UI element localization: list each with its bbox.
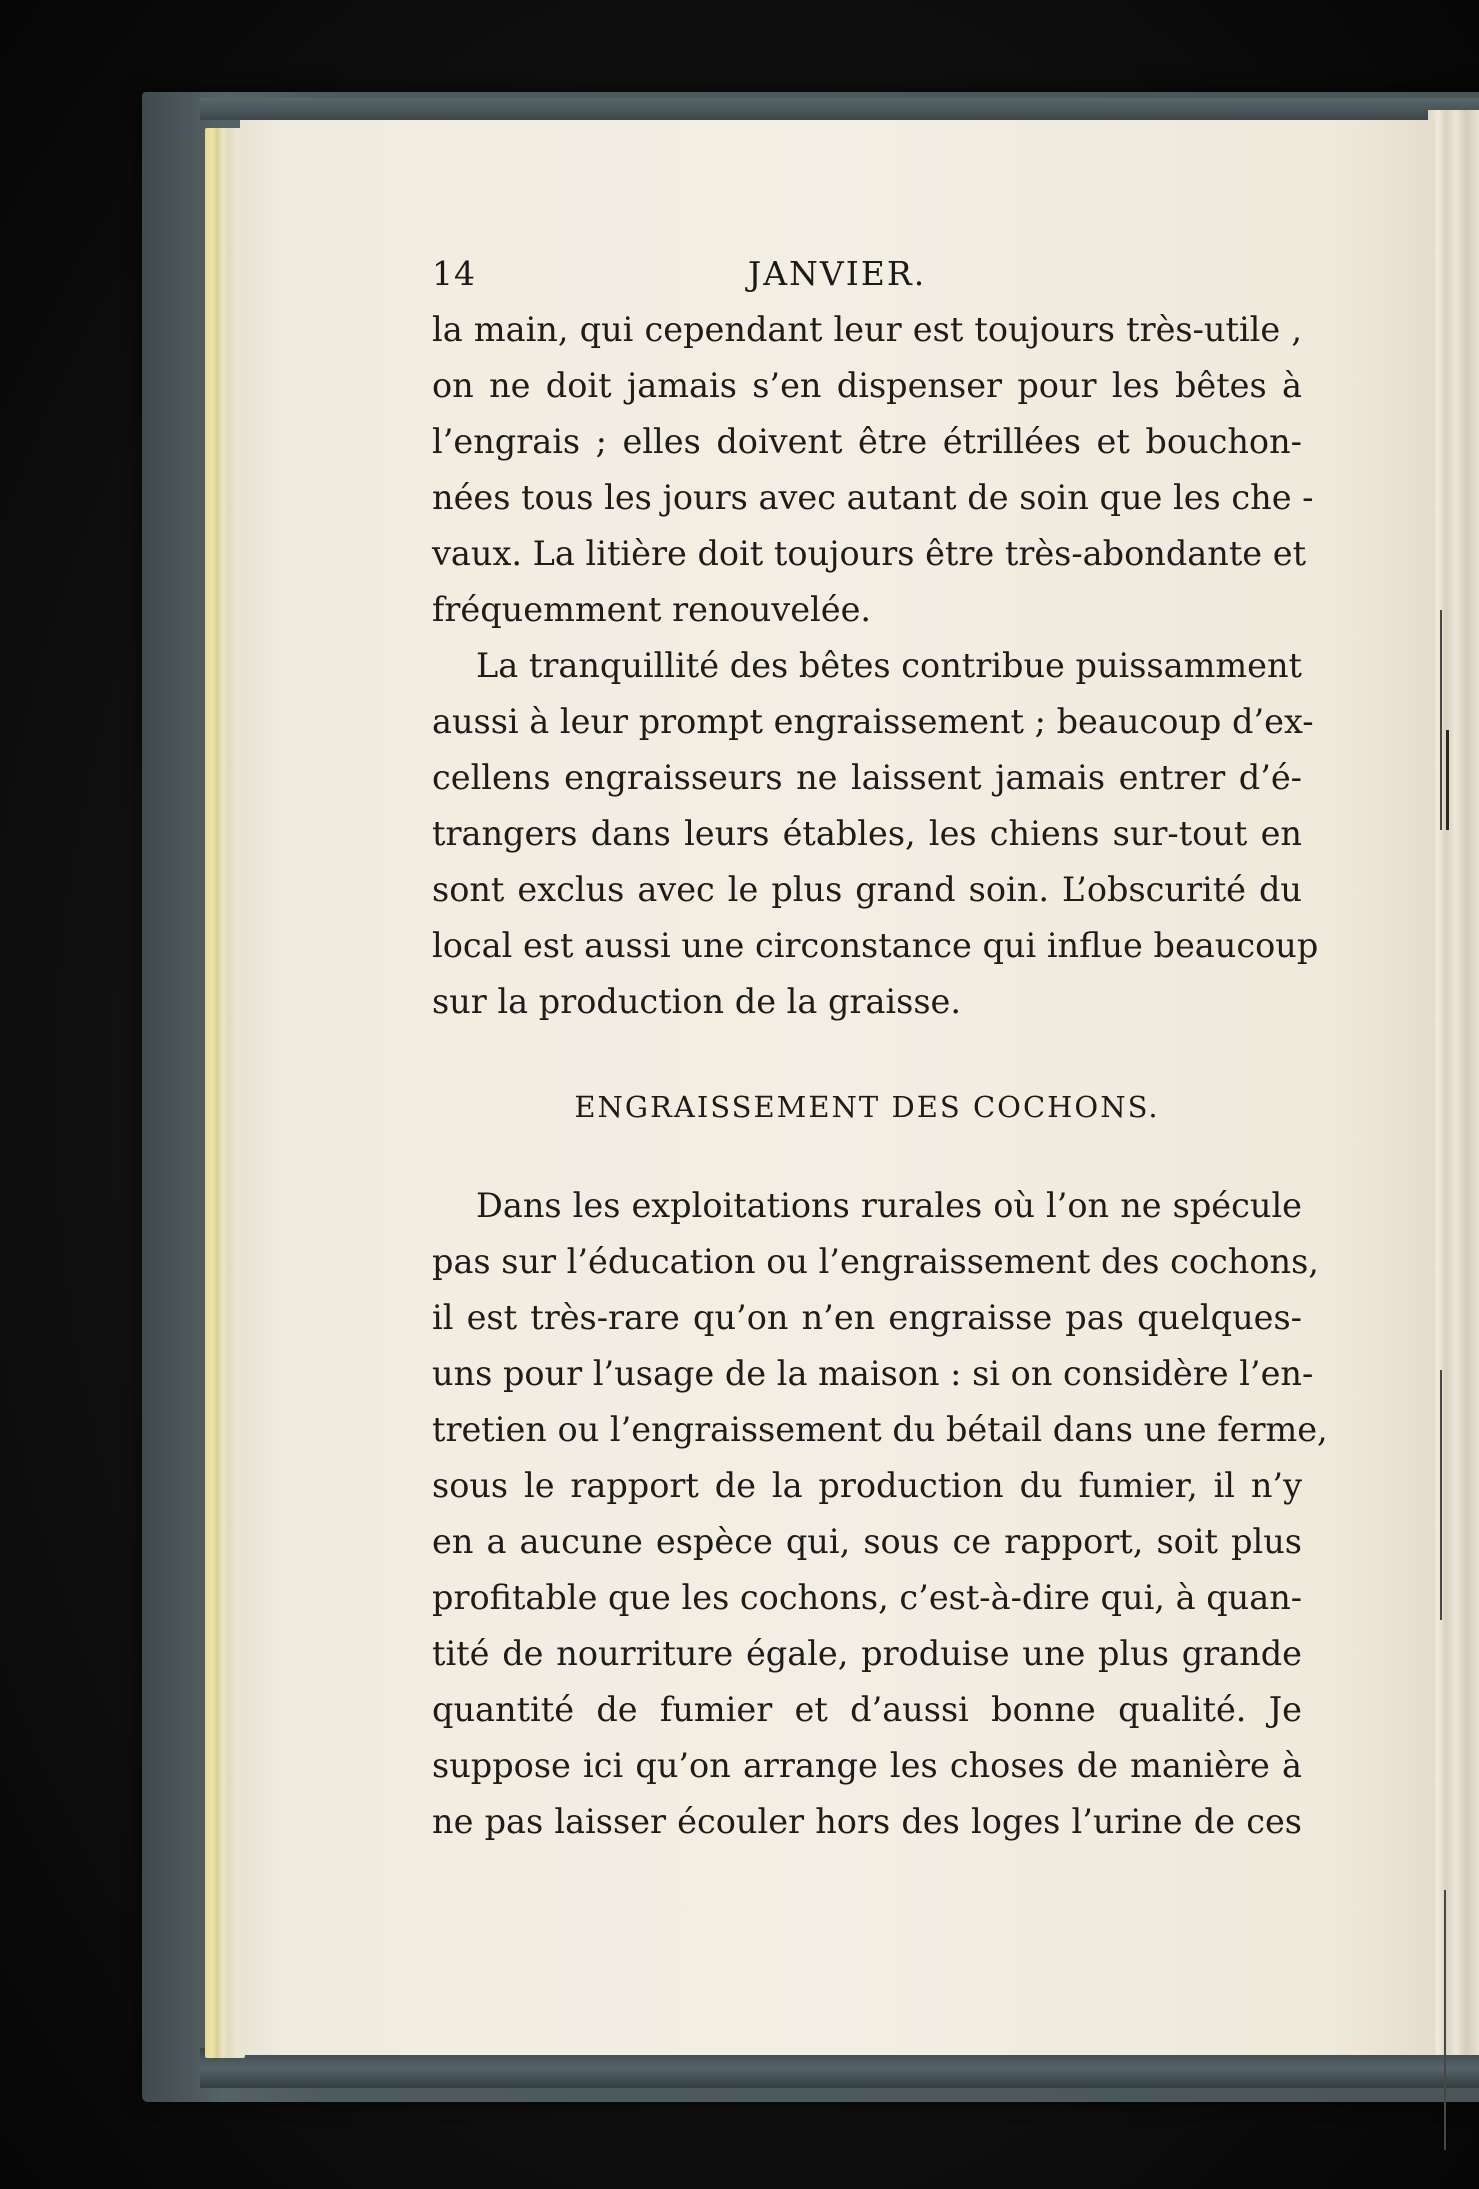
cover-top-edge: [200, 98, 1479, 120]
text-line: La tranquillité des bêtes contribue puissamment: [476, 646, 1302, 685]
page-edge-line: [1440, 610, 1442, 830]
text-line: sous le rapport de la production du fumier, il n’y: [432, 1466, 1302, 1505]
text-line: on ne doit jamais s’en dispenser pour les bêtes à: [432, 366, 1302, 405]
text-line: aussi à leur prompt engraissement ; beaucoup d’ex-: [432, 702, 1314, 741]
section-title: ENGRAISSEMENT DES COCHONS.: [574, 1090, 1160, 1124]
page-edges-right: [1428, 110, 1479, 2055]
text-line: vaux. La litière doit toujours être très-abondante et: [432, 534, 1307, 573]
text-line: tité de nourriture égale, produise une plus grande: [432, 1634, 1302, 1673]
page-edge-line: [1440, 1370, 1442, 1620]
text-line: trangers dans leurs étables, les chiens sur-tout en: [432, 814, 1302, 853]
text-line: il est très-rare qu’on n’en engraisse pas quelques-: [432, 1298, 1302, 1337]
text-line: l’engrais ; elles doivent être étrillées et bouchon-: [432, 422, 1302, 461]
text-line: quantité de fumier et d’aussi bonne qualité. Je: [432, 1690, 1302, 1729]
text-line: sont exclus avec le plus grand soin. L’obscurité du: [432, 870, 1302, 909]
page-stack-left: [205, 128, 245, 2058]
page-edge-line: [1444, 1890, 1446, 2150]
text-line: suppose ici qu’on arrange les choses de manière à: [432, 1746, 1302, 1785]
text-line: sur la production de la graisse.: [432, 982, 961, 1021]
text-line: ne pas laisser écouler hors des loges l’urine de ces: [432, 1802, 1302, 1841]
running-head: JANVIER.: [748, 254, 927, 293]
text-line: Dans les exploitations rurales où l’on ne spécule: [476, 1186, 1302, 1225]
text-line: profitable que les cochons, c’est-à-dire qui, à quan-: [432, 1578, 1303, 1617]
page-edge-line: [1446, 730, 1449, 830]
text-line: local est aussi une circonstance qui influe beaucoup: [432, 926, 1319, 965]
text-line: pas sur l’éducation ou l’engraissement des cochons,: [432, 1242, 1319, 1281]
text-line: tretien ou l’engraissement du bétail dans une ferme,: [432, 1410, 1328, 1449]
text-line: uns pour l’usage de la maison : si on considère l’en-: [432, 1354, 1314, 1393]
text-line: nées tous les jours avec autant de soin que les che -: [432, 478, 1314, 517]
text-line: fréquemment renouvelée.: [432, 590, 872, 629]
text-line: cellens engraisseurs ne laissent jamais entrer d’é-: [432, 758, 1302, 797]
page-number: 14: [432, 254, 476, 293]
text-line: en a aucune espèce qui, sous ce rapport, soit plus: [432, 1522, 1302, 1561]
page-header: [432, 254, 972, 304]
text-line: la main, qui cependant leur est toujours très-utile ,: [432, 310, 1302, 349]
